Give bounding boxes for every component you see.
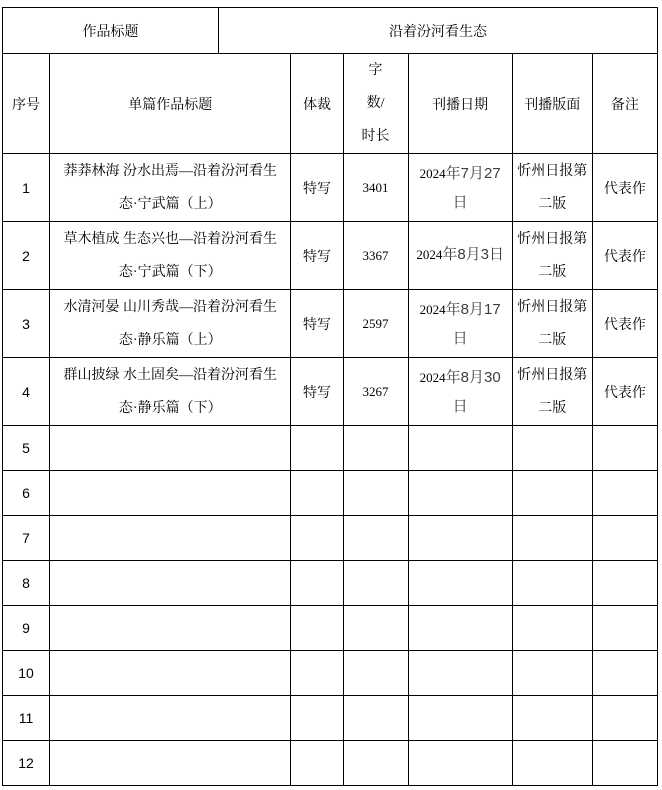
layout-line2: 二版 xyxy=(538,332,567,348)
title-cell xyxy=(50,154,291,222)
title-cell xyxy=(50,358,291,426)
layout-cell xyxy=(512,154,592,222)
count-cell: 2597 xyxy=(343,290,408,358)
table-row xyxy=(3,290,658,358)
date-cell xyxy=(408,426,512,471)
note-cell: 代表作 xyxy=(592,154,657,222)
works-list-table xyxy=(2,53,658,786)
seq-cell: 4 xyxy=(3,358,50,426)
date-cell xyxy=(408,696,512,741)
seq-cell: 3 xyxy=(3,290,50,358)
title-line2: 态·静乐篇（下） xyxy=(118,400,222,416)
title-line2: 态·宁武篇（下） xyxy=(118,264,222,280)
note-cell xyxy=(592,516,657,561)
title-cell xyxy=(50,426,291,471)
note-cell xyxy=(592,561,657,606)
date-tail: 日 xyxy=(452,398,468,415)
genre-cell xyxy=(291,696,343,741)
date-year: 2024 xyxy=(419,370,446,385)
genre-cell xyxy=(291,651,343,696)
seq-cell: 6 xyxy=(3,471,50,516)
count-cell xyxy=(343,516,408,561)
table-row xyxy=(3,516,658,561)
note-cell xyxy=(592,471,657,516)
header-count xyxy=(343,54,408,154)
genre-cell xyxy=(291,741,343,786)
title-cell xyxy=(50,741,291,786)
title-line2: 态·静乐篇（上） xyxy=(118,332,222,348)
table-row xyxy=(3,154,658,222)
seq-cell: 5 xyxy=(3,426,50,471)
date-rest: 年8月3日 xyxy=(442,246,505,263)
date-year: 2024 xyxy=(419,302,446,317)
table-row xyxy=(3,696,658,741)
count-cell xyxy=(343,426,408,471)
count-cell xyxy=(343,696,408,741)
table-row xyxy=(3,741,658,786)
date-rest: 年8月30 xyxy=(445,369,501,386)
date-cell xyxy=(408,471,512,516)
layout-cell xyxy=(512,561,592,606)
header-title: 单篇作品标题 xyxy=(50,54,291,154)
seq-cell: 2 xyxy=(3,222,50,290)
layout-line1: 忻州日报第 xyxy=(517,299,588,315)
layout-cell xyxy=(512,358,592,426)
work-title-table xyxy=(2,7,658,54)
note-cell: 代表作 xyxy=(592,222,657,290)
note-cell xyxy=(592,741,657,786)
count-cell: 3401 xyxy=(343,154,408,222)
layout-cell xyxy=(512,516,592,561)
seq-cell: 7 xyxy=(3,516,50,561)
date-cell xyxy=(408,561,512,606)
genre-cell xyxy=(291,606,343,651)
layout-cell xyxy=(512,696,592,741)
date-cell xyxy=(408,290,512,358)
header-seq: 序号 xyxy=(3,54,50,154)
layout-line2: 二版 xyxy=(538,400,567,416)
header-count-line3: 时长 xyxy=(361,129,390,144)
genre-cell: 特写 xyxy=(291,222,343,290)
seq-cell: 8 xyxy=(3,561,50,606)
title-cell xyxy=(50,696,291,741)
title-cell xyxy=(50,516,291,561)
date-year: 2024 xyxy=(416,247,443,262)
table-row xyxy=(3,651,658,696)
genre-cell: 特写 xyxy=(291,358,343,426)
header-date: 刊播日期 xyxy=(408,54,512,154)
layout-line1: 忻州日报第 xyxy=(517,367,588,383)
date-tail: 日 xyxy=(452,194,468,211)
header-row xyxy=(3,54,658,154)
header-count-line1: 字 xyxy=(368,63,383,78)
genre-cell: 特写 xyxy=(291,290,343,358)
genre-cell: 特写 xyxy=(291,154,343,222)
title-line1: 水清河晏 山川秀哉—沿着汾河看生 xyxy=(63,299,277,315)
seq-cell: 12 xyxy=(3,741,50,786)
count-cell xyxy=(343,741,408,786)
work-title-row xyxy=(3,8,658,54)
seq-cell: 10 xyxy=(3,651,50,696)
title-line1: 草木植成 生态兴也—沿着汾河看生 xyxy=(63,231,277,247)
layout-cell xyxy=(512,471,592,516)
date-rest: 年7月27 xyxy=(445,165,501,182)
genre-cell xyxy=(291,426,343,471)
layout-line1: 忻州日报第 xyxy=(517,231,588,247)
count-cell xyxy=(343,606,408,651)
table-row xyxy=(3,561,658,606)
header-note: 备注 xyxy=(592,54,657,154)
header-layout: 刊播版面 xyxy=(512,54,592,154)
work-title-value-cell: 沿着汾河看生态 xyxy=(219,8,658,54)
note-cell xyxy=(592,606,657,651)
note-cell xyxy=(592,696,657,741)
title-line2: 态·宁武篇（上） xyxy=(118,196,222,212)
table-row xyxy=(3,222,658,290)
note-cell xyxy=(592,651,657,696)
table-row xyxy=(3,471,658,516)
header-genre: 体裁 xyxy=(291,54,343,154)
title-line1: 群山披绿 水土固矣—沿着汾河看生 xyxy=(63,367,277,383)
layout-line2: 二版 xyxy=(538,264,567,280)
count-cell: 3367 xyxy=(343,222,408,290)
genre-cell xyxy=(291,561,343,606)
date-cell xyxy=(408,222,512,290)
count-cell xyxy=(343,651,408,696)
title-cell xyxy=(50,561,291,606)
layout-cell xyxy=(512,290,592,358)
work-title-label-cell: 作品标题 xyxy=(3,8,219,54)
layout-cell xyxy=(512,741,592,786)
layout-cell xyxy=(512,606,592,651)
date-cell xyxy=(408,154,512,222)
layout-line1: 忻州日报第 xyxy=(517,163,588,179)
layout-cell xyxy=(512,222,592,290)
count-cell xyxy=(343,561,408,606)
date-tail: 日 xyxy=(452,330,468,347)
date-cell xyxy=(408,606,512,651)
date-cell xyxy=(408,358,512,426)
date-cell xyxy=(408,651,512,696)
title-cell xyxy=(50,222,291,290)
genre-cell xyxy=(291,471,343,516)
layout-cell xyxy=(512,651,592,696)
layout-cell xyxy=(512,426,592,471)
seq-cell: 9 xyxy=(3,606,50,651)
date-cell xyxy=(408,741,512,786)
award-entry-table xyxy=(2,7,658,786)
table-row xyxy=(3,606,658,651)
title-cell xyxy=(50,471,291,516)
layout-line2: 二版 xyxy=(538,196,567,212)
genre-cell xyxy=(291,516,343,561)
seq-cell: 1 xyxy=(3,154,50,222)
date-year: 2024 xyxy=(419,166,446,181)
note-cell: 代表作 xyxy=(592,290,657,358)
note-cell: 代表作 xyxy=(592,358,657,426)
date-rest: 年8月17 xyxy=(445,301,501,318)
title-cell xyxy=(50,651,291,696)
title-cell xyxy=(50,606,291,651)
title-line1: 莽莽林海 汾水出焉—沿着汾河看生 xyxy=(63,163,277,179)
title-cell xyxy=(50,290,291,358)
seq-cell: 11 xyxy=(3,696,50,741)
count-cell xyxy=(343,471,408,516)
header-count-line2: 数/ xyxy=(366,96,385,111)
count-cell: 3267 xyxy=(343,358,408,426)
table-row xyxy=(3,426,658,471)
date-cell xyxy=(408,516,512,561)
table-row xyxy=(3,358,658,426)
note-cell xyxy=(592,426,657,471)
